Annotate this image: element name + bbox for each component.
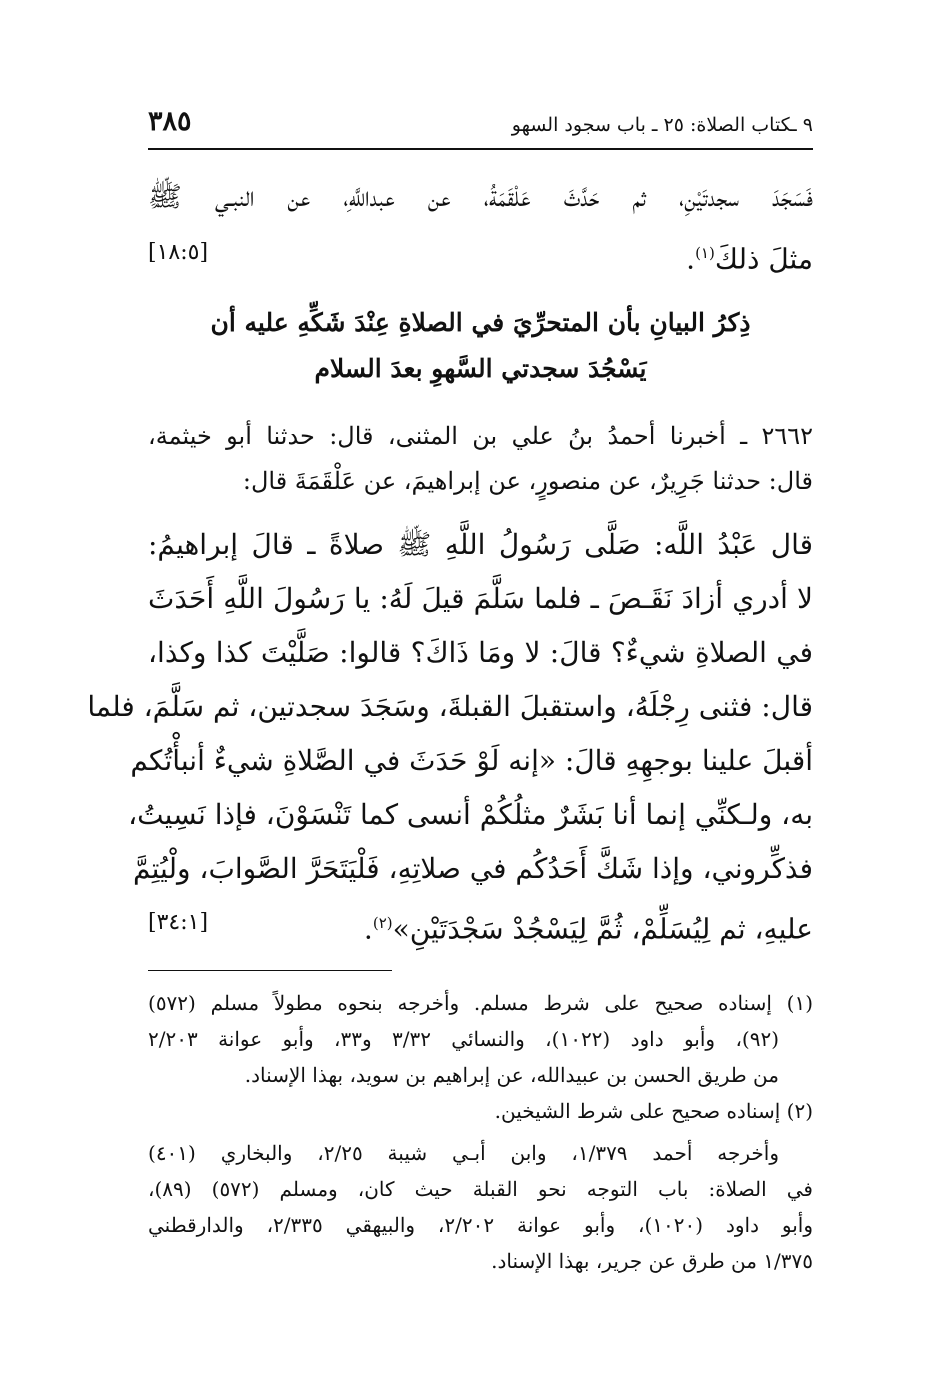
footnote-line: (٩٢)، وأبو داود (١٠٢٢)، والنسائي ٣/٣٢ و٣٣، وأبو عوانة ٢/٢٠٣ — [148, 1027, 779, 1051]
matn-line — [148, 896, 813, 956]
isnad-line: قال: حدثنا جَرِيرٌ، عن منصورٍ، عن إبراهيمَ، عن عَلْقَمَةَ قال: — [242, 467, 813, 496]
footnote-line: (٢) إسناده صحيح على شرط الشيخين. — [494, 1099, 813, 1123]
matn-line: أقبلَ علينا بوجهِهِ قالَ: «إنه لَوْ حَدَثَ في الصَّلاةِ شيءٌ أنبأْتُكم — [130, 744, 813, 778]
footnote-line: في الصلاة: باب التوجه نحو القبلة حيث كان، ومسلم (٥٧٢) (٨٩)، — [148, 1177, 813, 1201]
reference-bracket: [٣٤:١] — [148, 910, 209, 936]
top-paragraph-line — [148, 226, 813, 286]
footnote-line: وأبو داود (١٠٢٠)، وأبو عوانة ٢/٢٠٢، والبيهقي ٢/٣٣٥، والدارقطني — [148, 1213, 813, 1237]
chapter-heading — [148, 300, 813, 392]
matn-line: به، ولـكنِّي إنما أنا بَشَرٌ مثلُكُمْ أنسى كما تَنْسَوْنَ، فإذا نَسِيتُ، — [128, 798, 813, 832]
hadith-matn — [87, 518, 813, 956]
reference-bracket: [١٨:٥] — [148, 240, 209, 265]
chapter-heading-line: يَسْجُدَ سجدتي السَّهوِ بعدَ السلام — [314, 354, 647, 384]
top-paragraph — [148, 168, 813, 286]
top-paragraph-line: فَسَجَدَ سجدتَيْنِ، ثم حَدَّثَ عَلْقَمَةُ، عن عبداللَّهِ، عن النبـي ﷺ — [148, 180, 813, 213]
chapter-heading-line: ذِكرُ البيانِ بأن المتحرِّيَ في الصلاةِ عِنْدَ شَكِّهِ عليه أن — [210, 308, 751, 338]
footnote-line: من طريق الحسن بن عبيدالله، عن إبراهيم بن سويد، بهذا الإسناد. — [244, 1063, 779, 1087]
matn-text: عليهِ، ثم لِيُسَلِّمْ، ثُمَّ لِيَسْجُدْ سَجْدَتَيْنِ» — [392, 912, 813, 946]
matn-line: فذكِّروني، وإذا شَكَّ أَحَدُكُم في صلاتِهِ، فَلْيَتَحَرَّ الصَّوابَ، ولْيُتِمَّ — [132, 852, 813, 886]
matn-line: قال: فثنى رِجْلَهُ، واستقبلَ القبلةَ، وسَجَدَ سجدتين، ثم سَلَّمَ، فلما — [87, 690, 813, 724]
book-page — [87, 100, 813, 1300]
matn-line: لا أدري أزادَ نَقَـصَ ـ فلما سَلَّمَ قيلَ لَهُ: يا رَسُولَ اللَّهِ أَحَدَثَ — [148, 582, 813, 616]
page-number: ٣٨٥ — [148, 106, 192, 137]
isnad-line: ٢٦٦٢ ـ أخبرنا أحمدُ بنُ علي بن المثنى، قال: حدثنا أبو خيثمة، — [148, 422, 813, 451]
footnote-marker: (١) — [695, 244, 715, 262]
footnote-line: وأخرجه أحمد ١/٣٧٩، وابن أبـي شيبة ٢/٢٥، والبخاري (٤٠١) — [148, 1141, 779, 1165]
matn-line: في الصلاةِ شيءٌ؟ قالَ: لا ومَا ذَاكَ؟ قالوا: صَلَّيْتَ كذا وكذا، — [148, 636, 813, 670]
hadith-isnad — [148, 414, 813, 504]
running-header — [148, 100, 813, 150]
matn-line: قال عَبْدُ اللَّه: صَلَّى رَسُولُ اللَّهِ ﷺ صلاةً ـ قالَ إبراهيمُ: — [148, 528, 813, 562]
footnote-marker: (٢) — [372, 914, 393, 933]
footnote-line: ١/٣٧٥ من طرق عن جرير، بهذا الإسناد. — [491, 1249, 813, 1273]
running-header-title: ٩ ـكتاب الصلاة: ٢٥ ـ باب سجود السهو — [511, 114, 813, 136]
footnote-divider — [148, 970, 392, 971]
footnotes — [148, 985, 813, 1279]
footnote-line: (١) إسناده صحيح على شرط مسلم. وأخرجه بنحوه مطولاً مسلم (٥٧٢) — [148, 991, 813, 1015]
sentence-end: . — [686, 242, 696, 276]
top-paragraph-text: مثلَ ذلكَ — [714, 242, 813, 276]
sentence-end: . — [363, 912, 373, 946]
